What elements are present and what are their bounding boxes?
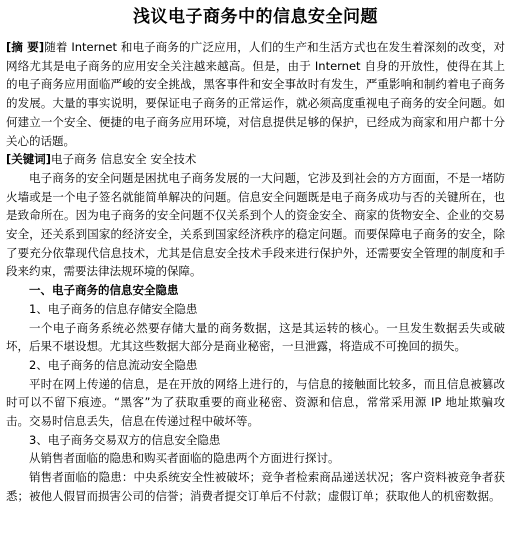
subsection-text-flow: 平时在网上传递的信息，是在开放的网络上进行的，与信息的接触面比较多，而且信息被篡改时可以不留下痕迹。“黑客”为了获取重要的商业秘密、资源和信息，常常采用源 IP 地址欺骗攻击。交易时信息丢失，信息在传递过程中破坏等。 [6,376,505,429]
seller-risks-paragraph: 销售者面临的隐患：中央系统安全性被破坏；竞争者检索商品递送状况；客户资料被竞争者获悉；被他人假冒而损害公司的信誉；消费者提交订单后不付款；虚假订单；获取他人的机密数据。 [6,470,505,503]
document-title: 浅议电子商务中的信息安全问题 [133,7,378,27]
subsection-text-parties: 从销售者面临的隐患和购买者面临的隐患两个方面进行探讨。 [29,451,340,466]
subsection-text-storage: 一个电子商务系统必然要存储大量的商务数据，这是其运转的核心。一旦发生数据丢失或破坏，后果不堪设想。尤其这些数据大部分是商业秘密，一旦泄露，将造成不可挽回的损失。 [6,320,505,354]
abstract-text: 随着 Internet 和电子商务的广泛应用，人们的生产和生活方式也在发生着深刻的改变，对网络尤其是电子商务的应用安全关注越来越高。但是，由于 Internet 自身的开放性，使得在其上的电子商务应用面临严峻的安全挑战，黑客事件和安全事故时有发生，严重影响和制约着电子商务的发展。大量的事实说明，要保证电子商务的正常运作，就必须高度重视电子商务的安全问题。如何建立一个安全、便捷的电子商务应用环境，对信息提供足够的保护，已经成为商家和用户都十分关心的话题。 [6,40,505,148]
abstract-paragraph [6,38,505,150]
subsection-heading-parties: 3、电子商务交易双方的信息安全隐患 [29,432,221,447]
keywords-text: 电子商务 信息安全 安全技术 [51,152,197,167]
section-heading: 一、电子商务的信息安全隐患 [29,283,179,298]
intro-paragraph: 电子商务的安全问题是困扰电子商务发展的一大问题，它涉及到社会的方方面面，不是一堵防火墙或是一个电子签名就能简单解决的问题。信息安全问题既是电子商务成功与否的关键所在，也是致命所在。因为电子商务的安全问题不仅关系到个人的资金安全、商家的货物安全、企业的交易安全，还关系到国家的经济安全，关系到国家经济秩序的稳定问题。而要保障电子商务的安全，除了要充分依靠现代信息技术，尤其是信息安全技术手段来进行保护外，还需要安全管理的制度和手段来约束，需要法律法规环境的保障。 [6,170,505,279]
subsection-heading-flow: 2、电子商务的信息流动安全隐患 [29,357,198,372]
abstract-label: [摘 要] [6,40,45,54]
subsection-heading-storage: 1、电子商务的信息存储安全隐患 [29,301,198,316]
keywords-paragraph [6,150,505,169]
keywords-label: [关键词] [6,152,52,167]
